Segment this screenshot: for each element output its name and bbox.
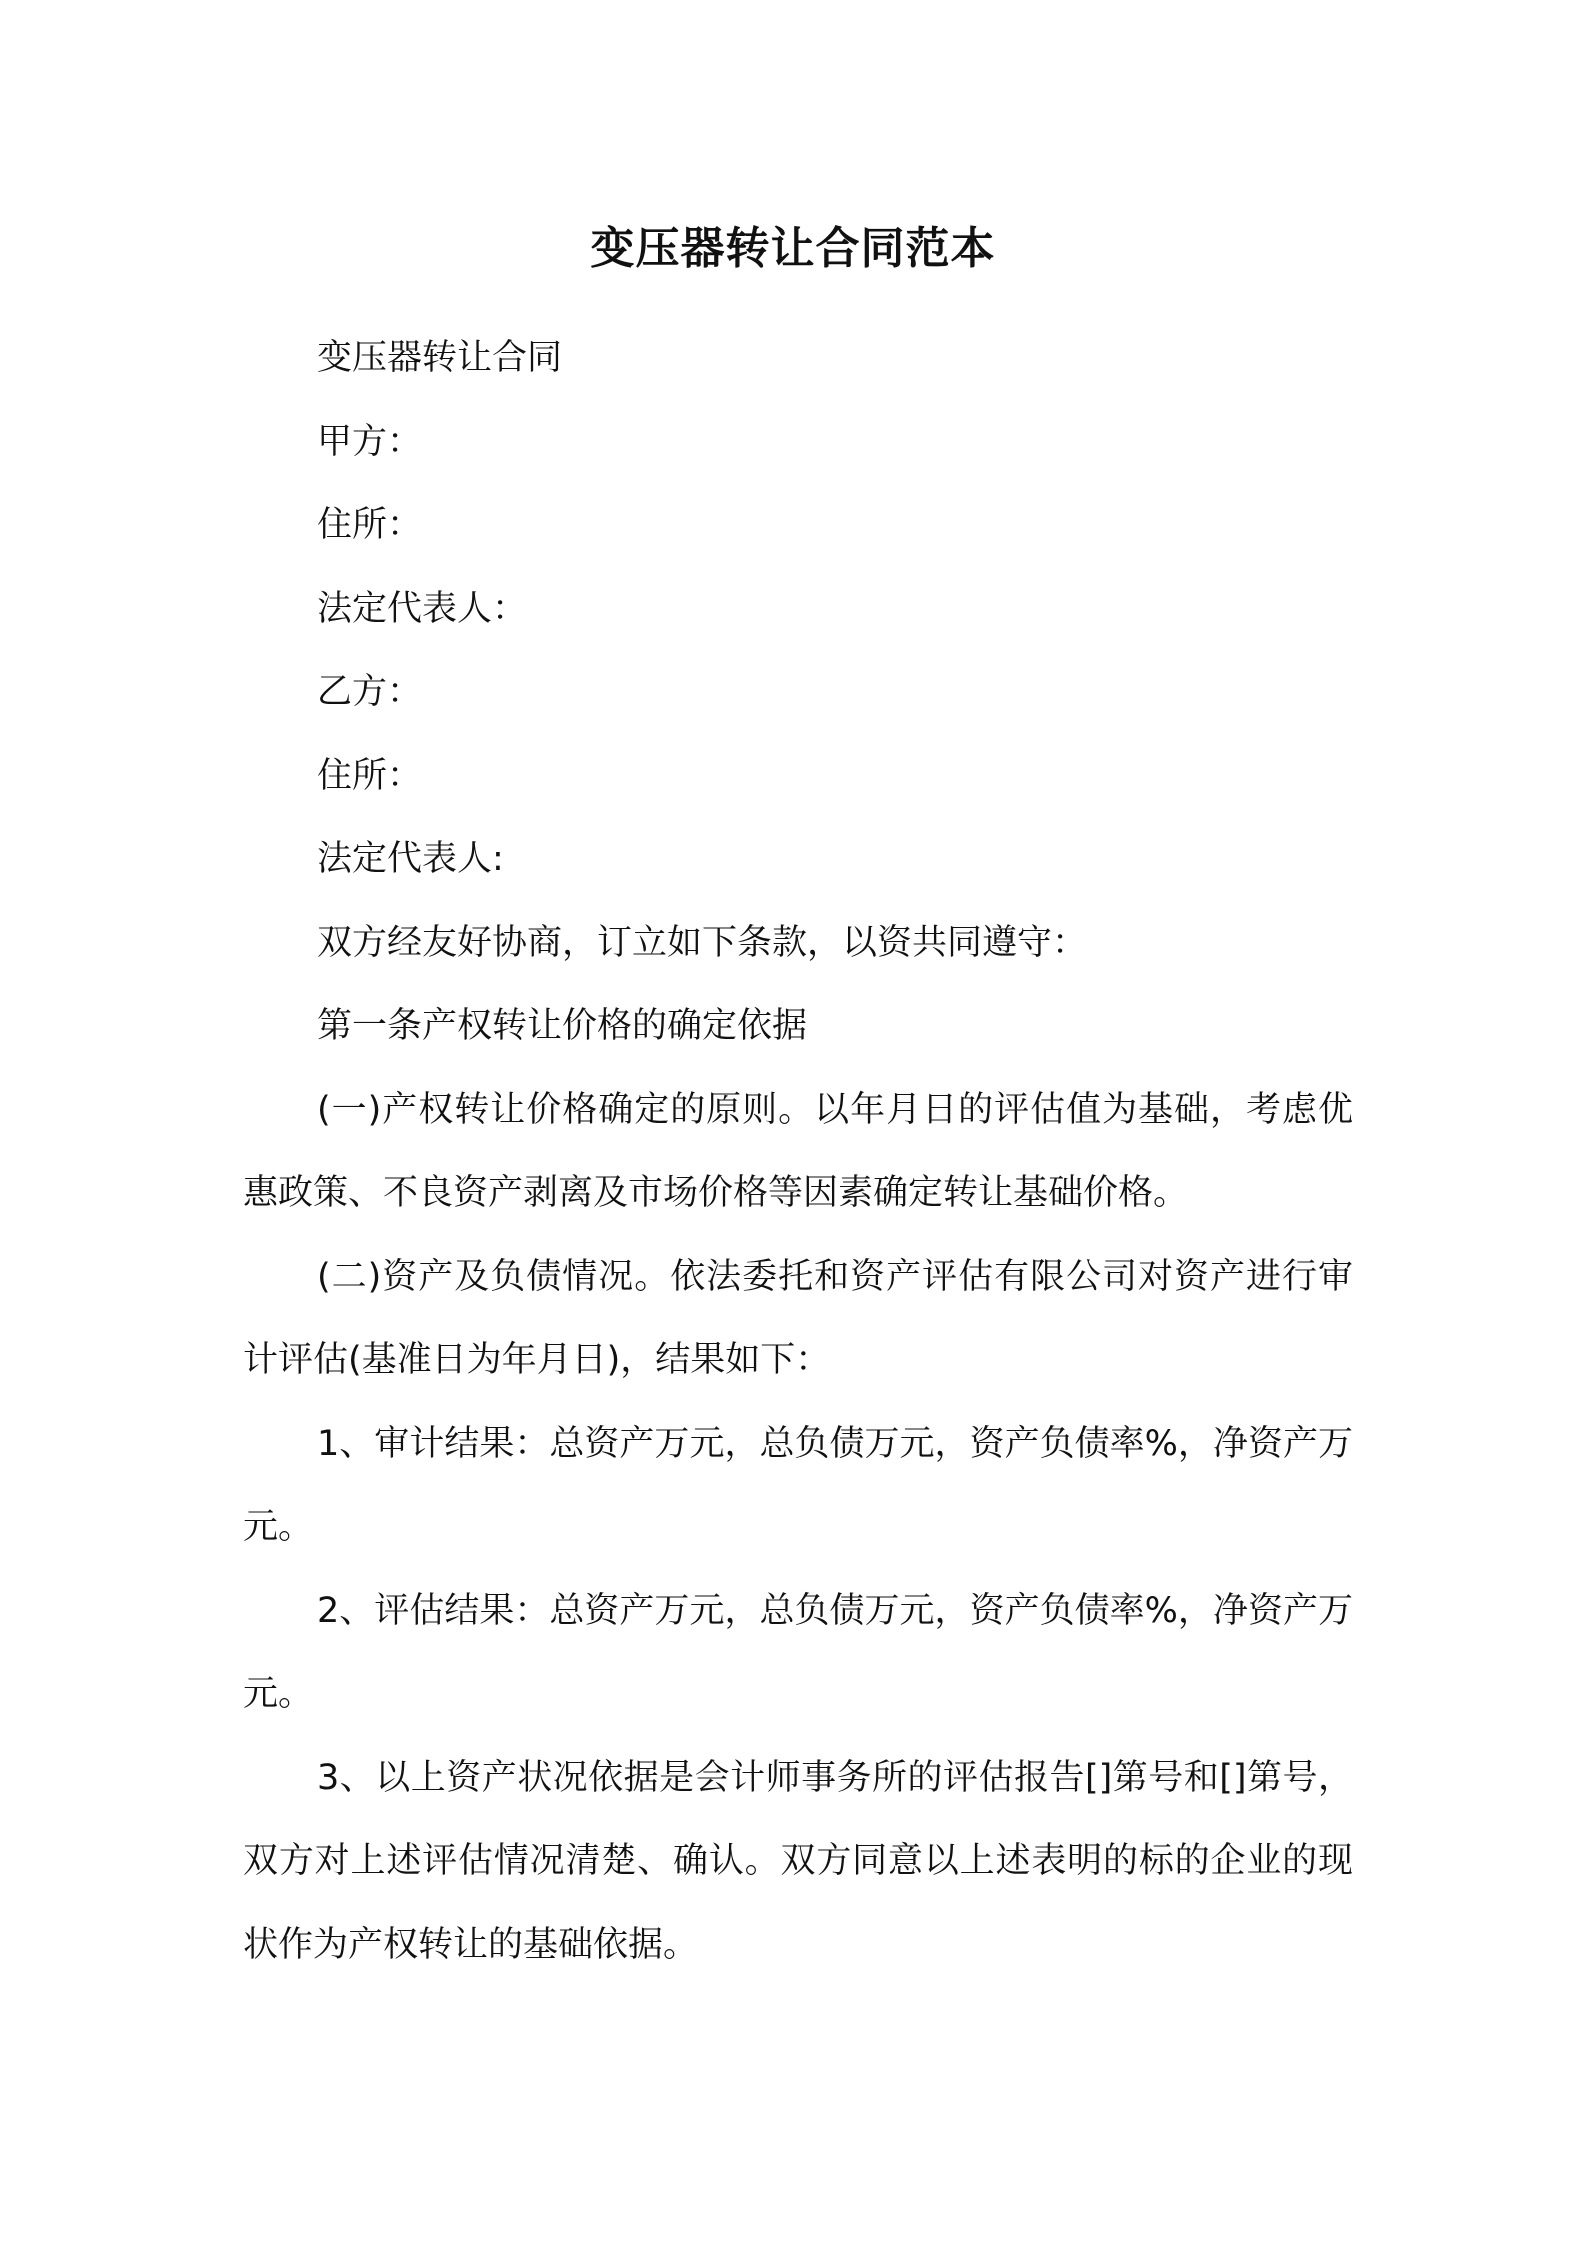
party-a-label: 甲方： [317,421,423,462]
clause-audit-result: 1、审计结果：总资产万元，总负债万元，资产负债率%，净资产万元。 [243,1423,1353,1547]
document-title: 变压器转让合同范本 [590,223,996,274]
party-a-address-label: 住所： [317,505,423,545]
party-b-label: 乙方： [317,672,423,712]
document-body [243,317,1353,1987]
clause-pricing-principle: (一)产权转让价格确定的原则。以年月日的评估值为基础，考虑优惠政策、不良资产剥离及市场价格等因素确定转让基础价格。 [243,1089,1353,1213]
contract-heading: 变压器转让合同 [317,338,563,378]
clause-evaluation-result: 2、评估结果：总资产万元，总负债万元，资产负债率%，净资产万元。 [243,1590,1353,1714]
clause-assets-liabilities: (二)资产及负债情况。依法委托和资产评估有限公司对资产进行审计评估(基准日为年月日)，结果如下： [243,1256,1353,1380]
article-one-heading: 第一条产权转让价格的确定依据 [317,1006,808,1046]
clause-evaluation-basis: 3、以上资产状况依据是会计师事务所的评估报告[]第号和[]第号，双方对上述评估情况清楚、确认。双方同意以上述表明的标的企业的现状作为产权转让的基础依据。 [243,1757,1353,1965]
party-b-address-label: 住所： [317,755,423,796]
preamble-paragraph: 双方经友好协商，订立如下条款，以资共同遵守： [317,922,1088,963]
party-b-representative-label: 法定代表人: [317,839,504,879]
party-a-representative-label: 法定代表人： [317,588,528,629]
